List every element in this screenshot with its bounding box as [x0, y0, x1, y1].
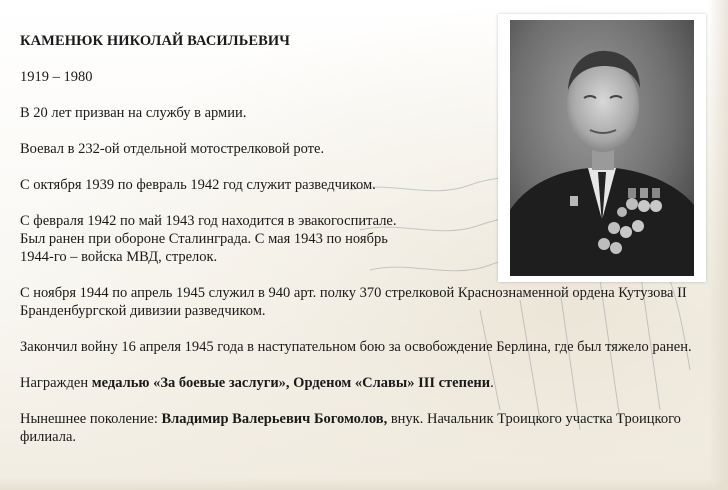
- awards-prefix: Награжден: [20, 375, 92, 391]
- portrait-frame: [498, 14, 706, 282]
- awards-suffix: .: [490, 375, 494, 391]
- descendant-suffix: внук. Начальник Троицкого участка Троицкого филиала.: [20, 411, 681, 445]
- bio-paragraph-4-line-2: Был ранен при обороне Сталинграда. С мая 1943 по ноябрь: [20, 231, 388, 247]
- person-name: КАМЕНЮК НИКОЛАЙ ВАСИЛЬЕВИЧ: [20, 33, 291, 49]
- descendant-paragraph: [20, 410, 720, 446]
- awards-list: медалью «За боевые заслуги», Орденом «Славы» III степени: [91, 375, 491, 391]
- descendant-name: Владимир Валерьевич Богомолов,: [161, 411, 388, 427]
- bio-paragraph-4: [20, 212, 480, 266]
- person-years: 1919 – 1980: [20, 69, 93, 85]
- bio-paragraph-5: С ноября 1944 по апрель 1945 служил в 940 арт. полку 370 стрелковой Краснознаменной ордена Кутузова II Бранденбургской дивизии разведчиком.: [20, 285, 687, 319]
- bottom-band: [0, 478, 728, 490]
- descendant-prefix: Нынешнее поколение:: [20, 411, 162, 427]
- bio-paragraph-2: Воевал в 232-ой отдельной мотострелковой роте.: [20, 141, 325, 157]
- bio-paragraph-4-line-3: 1944-го – войска МВД, стрелок.: [20, 249, 218, 265]
- bio-paragraph-4-line-1: С февраля 1942 по май 1943 год находится в эвакогоспитале.: [20, 213, 397, 229]
- awards-paragraph: [20, 374, 720, 392]
- bio-paragraph-6: Закончил войну 16 апреля 1945 года в наступательном бою за освобождение Берлина, где был тяжело ранен.: [20, 339, 692, 355]
- portrait-photo: [510, 20, 694, 276]
- bio-paragraph-1: В 20 лет призван на службу в армии.: [20, 105, 247, 121]
- bio-paragraph-3: С октября 1939 по февраль 1942 год служит разведчиком.: [20, 177, 376, 193]
